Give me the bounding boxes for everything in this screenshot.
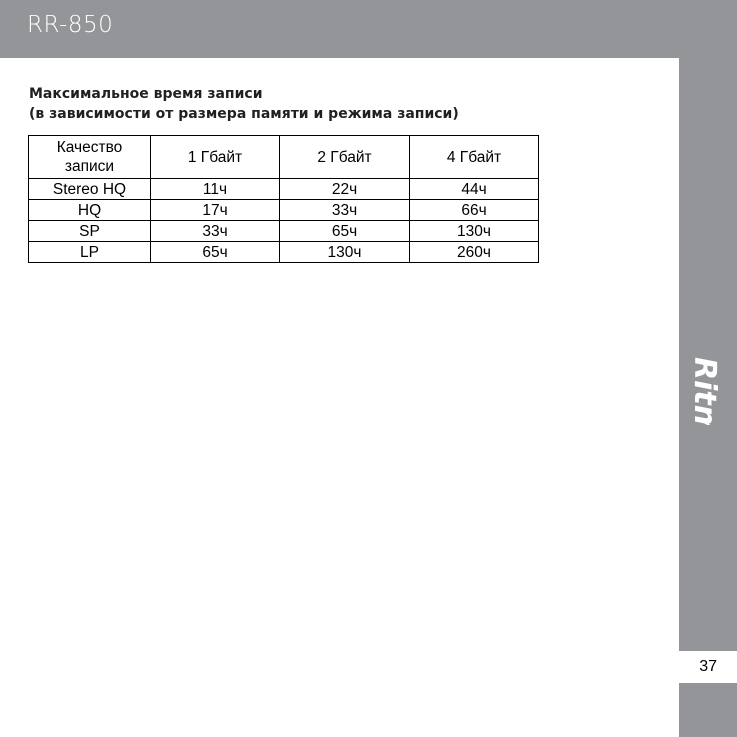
- cell-1gb: 17ч: [151, 200, 280, 221]
- header-4gb: 4 Гбайт: [410, 136, 539, 179]
- table-row: [29, 200, 539, 221]
- header-quality: Качество записи: [29, 136, 151, 179]
- cell-1gb: 65ч: [151, 242, 280, 263]
- heading-line-2: (в зависимости от размера памяти и режима записи): [29, 106, 459, 122]
- brand-logo-text: Ritmix: [687, 357, 722, 425]
- cell-quality: SP: [29, 221, 151, 242]
- page-number: 37: [699, 658, 717, 675]
- table-row: [29, 221, 539, 242]
- cell-quality: Stereo HQ: [29, 179, 151, 200]
- cell-1gb: 11ч: [151, 179, 280, 200]
- ritmix-logo: [685, 355, 725, 425]
- cell-4gb: 44ч: [410, 179, 539, 200]
- header-2gb: 2 Гбайт: [280, 136, 410, 179]
- cell-2gb: 22ч: [280, 179, 410, 200]
- cell-quality: LP: [29, 242, 151, 263]
- model-name: RR-850: [27, 12, 114, 38]
- cell-2gb: 130ч: [280, 242, 410, 263]
- cell-1gb: 33ч: [151, 221, 280, 242]
- cell-4gb: 130ч: [410, 221, 539, 242]
- header-1gb: 1 Гбайт: [151, 136, 280, 179]
- table-row: [29, 242, 539, 263]
- page-header: [0, 0, 737, 58]
- recording-time-table: [28, 135, 539, 263]
- table-header-row: [29, 136, 539, 179]
- cell-2gb: 65ч: [280, 221, 410, 242]
- cell-4gb: 260ч: [410, 242, 539, 263]
- cell-quality: HQ: [29, 200, 151, 221]
- cell-2gb: 33ч: [280, 200, 410, 221]
- section-heading: [29, 84, 459, 124]
- table-row: [29, 179, 539, 200]
- cell-4gb: 66ч: [410, 200, 539, 221]
- heading-line-1: Максимальное время записи: [29, 86, 263, 102]
- page-number-box: [679, 651, 737, 683]
